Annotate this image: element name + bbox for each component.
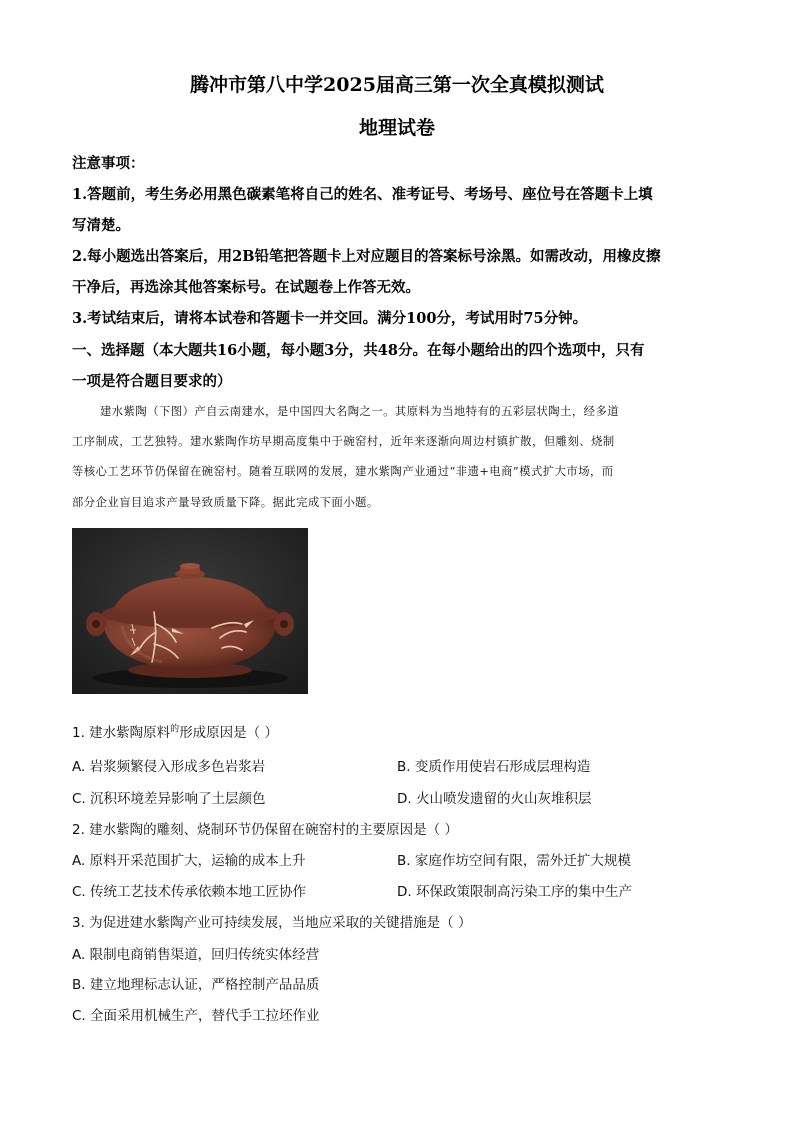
option-3a[interactable]: A. 限制电商销售渠道，回归传统实体经营: [72, 947, 320, 963]
option-1d[interactable]: D. 火山喷发遗留的火山灰堆积层: [397, 791, 592, 807]
option-1a[interactable]: A. 岩浆频繁侵入形成多色岩浆岩: [72, 759, 266, 775]
option-2b[interactable]: B. 家庭作坊空间有限，需外迁扩大规模: [397, 853, 631, 869]
question-stem-text: 形成原因是（ ）: [179, 725, 278, 741]
question-stem-text: 1. 建水紫陶原料: [72, 725, 171, 741]
zisha-pot-photo: [72, 528, 308, 694]
notice-line: 1.答题前，考生务必用黑色碳素笔将自己的姓名、准考证号、考场号、座位号在答题卡上填: [72, 186, 653, 203]
notice-line: 干净后，再选涂其他答案标号。在试题卷上作答无效。: [72, 279, 420, 296]
option-3c[interactable]: C. 全面采用机械生产，替代手工拉坯作业: [72, 1008, 320, 1024]
option-2c[interactable]: C. 传统工艺技术传承依赖本地工匠协作: [72, 884, 307, 900]
exam-title: 腾冲市第八中学2025届高三第一次全真模拟测试: [190, 74, 604, 96]
question-2-stem: 2. 建水紫陶的雕刻、烧制环节仍保留在碗窑村的主要原因是（ ）: [72, 822, 458, 838]
notice-line: 2.每小题选出答案后，用2B铅笔把答题卡上对应题目的答案标号涂黑。如需改动，用橡皮擦: [72, 248, 661, 265]
section-heading: 一、选择题（本大题共16小题，每小题3分，共48分。在每小题给出的四个选项中，只有: [72, 342, 645, 359]
notice-heading: 注意事项：: [72, 155, 145, 172]
exam-subtitle: 地理试卷: [358, 117, 435, 139]
question-1-stem: [72, 721, 278, 741]
passage-line: 等核心工艺环节仍保留在碗窑村。随着互联网的发展，建水紫陶产业通过“非遗+电商”模式扩大市场，而: [72, 465, 614, 478]
option-1b[interactable]: B. 变质作用使岩石形成层理构造: [397, 759, 591, 775]
section-heading: 一项是符合题目要求的）: [72, 373, 232, 390]
passage-line: 工序制成，工艺独特。建水紫陶作坊早期高度集中于碗窑村，近年来逐渐向周边村镇扩散，但雕刻、烧制: [72, 435, 615, 448]
option-3b[interactable]: B. 建立地理标志认证，严格控制产品品质: [72, 977, 320, 993]
notice-line: 写清楚。: [72, 217, 130, 234]
option-2a[interactable]: A. 原料开采范围扩大，运输的成本上升: [72, 853, 306, 869]
option-2d[interactable]: D. 环保政策限制高污染工序的集中生产: [397, 884, 632, 900]
notice-line: 3.考试结束后，请将本试卷和答题卡一并交回。满分100分，考试用时75分钟。: [72, 310, 588, 327]
passage-line: 部分企业盲目追求产量导致质量下降。据此完成下面小题。: [72, 496, 379, 509]
option-1c[interactable]: C. 沉积环境差异影响了土层颜色: [72, 791, 266, 807]
question-3-stem: 3. 为促进建水紫陶产业可持续发展，当地应采取的关键措施是（ ）: [72, 915, 472, 931]
pot-illustration-icon: [72, 528, 308, 694]
question-stem-superscript: 的: [170, 724, 180, 735]
passage-line: 建水紫陶（下图）产自云南建水，是中国四大名陶之一。其原料为当地特有的五彩层状陶土，经多道: [100, 405, 620, 418]
